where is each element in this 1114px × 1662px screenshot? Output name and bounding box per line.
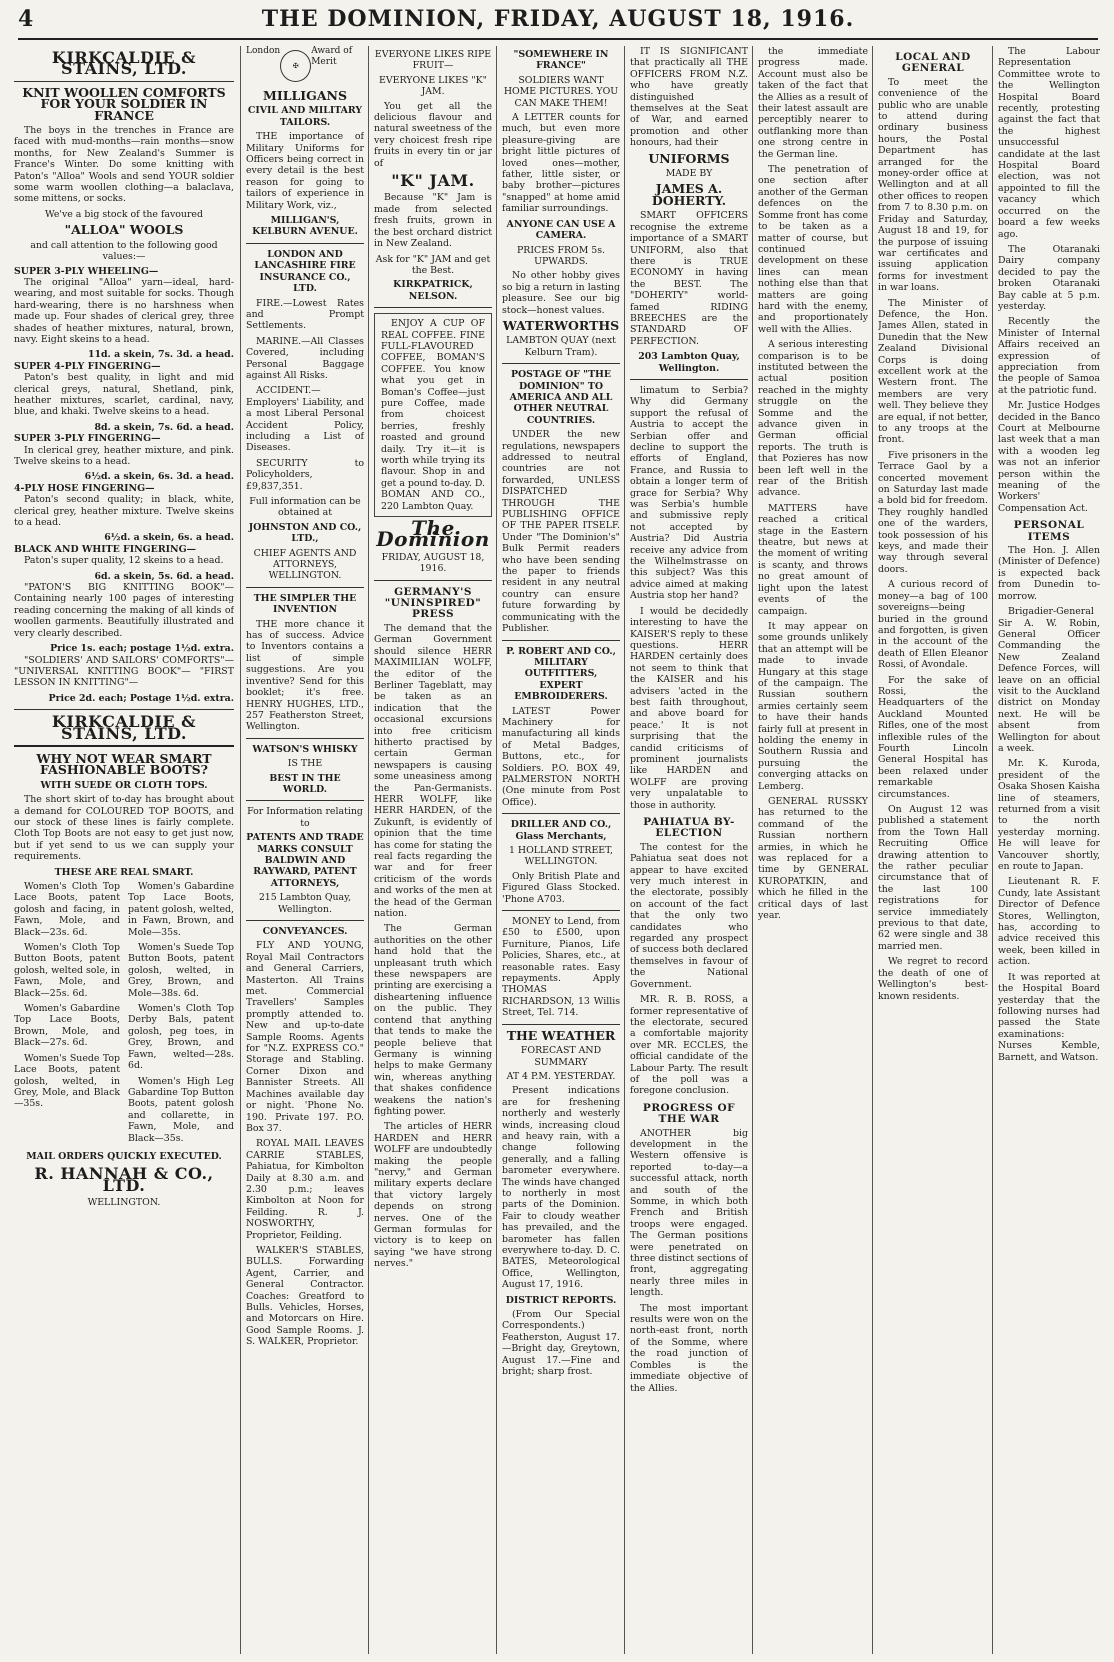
local-paragraph: The Minister of Defence, the Hon. James Allen, stated in Dunedin that the New Zealand Divisional Corps is doing excellent work at the Western front. The members are very well. They believe they are equal, if not better, to any troops at the front. xyxy=(878,297,988,446)
doherty-text: SMART OFFICERS recognise the extreme importance of a SMART UNIFORM, also that there is TRUE ECONOMY in having the BEST. The "DOHERTY" world-famed RIDING BREECHES are the STANDARD OF PERFECTION. xyxy=(630,210,748,347)
wool-list xyxy=(14,266,234,583)
forecast-text: Present indications are for freshening northerly and westerly winds, increasing cloud and heavy rain, with a change following generally, and a falling barometer everywhere. The winds have changed to northerly in most parts of the Dominion. Fair to cloudy weather has prevailed, and the barometer has fallen everywhere to-day. D. C. BATES, Meteorological Office, Wellington, August 17, 1916. xyxy=(502,1085,620,1291)
lancs-item: MARINE.—All Classes Covered, including Personal Baggage against All Risks. xyxy=(246,335,364,381)
page-number: 4 xyxy=(18,6,34,32)
personal-paragraph: It was reported at the Hospital Board yesterday that the following nurses had passed the State examinations: Nurses Kemble, Barnett, and Watson. xyxy=(998,971,1100,1063)
watsons-best: BEST IN THE WORLD. xyxy=(269,772,341,795)
somewhere-sub: SOLDIERS WANT HOME PICTURES. YOU CAN MAKE THEM! xyxy=(503,74,619,109)
personal-paragraph: Mr. K. Kuroda, president of the Osaka Shosen Kaisha line of steamers, returned from a visit to the north yesterday morning. He will leave for Vancouver shortly, en route to Japan. xyxy=(998,758,1100,873)
boot-item: Women's Suede Top Lace Boots, patent golosh, welted, in Grey, Mole, and Black—35s. xyxy=(14,1052,120,1110)
column-somewhere-weather xyxy=(502,46,620,1654)
wool-item xyxy=(14,433,234,483)
wool-price: 6d. a skein, 5s. 6d. a head. xyxy=(94,570,234,582)
boot-item: Women's Cloth Top Derby Bals, patent golosh, peg toes, in Grey, Brown, and Fawn, welted—28s. 6d. xyxy=(128,1003,234,1072)
watsons-heading: WATSON'S WHISKY xyxy=(252,743,358,755)
simpler-heading: THE SIMPLER THE INVENTION xyxy=(253,592,357,616)
significant-text: IT IS SIGNIFICANT that practically all THE OFFICERS FROM N.Z. who have greatly distinguished themselves at the Seat of War, and earned promotion and other honours, had their xyxy=(630,46,748,149)
dominion-masthead: The Dominion xyxy=(376,516,490,552)
local-paragraph: On August 12 was published a statement from the Town Hall Recruiting Office drawing attention to the rather peculiar circumstance that of the last 100 registrations for service immediately previous to that date, 62 were single and 38 married men. xyxy=(878,804,988,952)
boots-left-list xyxy=(14,881,120,1148)
boots-list xyxy=(14,881,234,1148)
labour-paragraph: The Otaranaki Dairy company decided to pay the broken Otaranaki Bay cable at 5 p.m. yesterday. xyxy=(998,243,1100,312)
anyone-camera: ANYONE CAN USE A CAMERA. xyxy=(506,218,616,242)
driller-text: Only British Plate and Figured Glass Stocked. 'Phone A703. xyxy=(502,870,620,905)
wool-desc: In clerical grey, heather mixture, and pink. Twelve skeins to a head. xyxy=(14,444,234,467)
germany-paragraph: The articles of HERR HARDEN and HERR WOLFF are undoubtedly making the people "nervy," and German military experts declare that victory largely depends on strong nerves. One of the German formulas for victory is to keep on saying "we have strong nerves." xyxy=(374,1121,492,1270)
driller-heading: DRILLER AND CO., Glass Merchants, xyxy=(510,819,612,842)
kirkcaldie-bottom-heading: KIRKCALDIE & STAINS, LTD. xyxy=(51,712,197,743)
crest-icon: ✠ xyxy=(280,50,311,82)
hannah-city: WELLINGTON. xyxy=(87,1197,161,1209)
wool-price: 8d. a skein, 7s. 6d. a head. xyxy=(94,421,234,433)
masthead xyxy=(18,4,1098,40)
column-doherty-war xyxy=(630,46,748,1654)
personal-paragraph: Brigadier-General Sir A. W. Robin, General Officer Commanding the New Zealand Defence Forces, will leave on an official visit to the Auckland district on Monday next. He will be absent from Wellington for about a week. xyxy=(998,606,1100,754)
pahiatua-paragraph: The contest for the Pahiatua seat does not appear to have excited very much interest in the electorate, possibly on account of the fact that the only two candidates who regarded any prospect of success both declared themselves in favour of the National Government. xyxy=(630,841,748,990)
doherty-heading: JAMES A. DOHERTY. xyxy=(651,181,727,208)
column-kirkcaldie-ads xyxy=(14,46,234,1654)
johnston-sub: CHIEF AGENTS AND ATTORNEYS, WELLINGTON. xyxy=(253,547,357,582)
forecast-heading: FORECAST AND SUMMARY xyxy=(520,1045,602,1068)
column-local-general xyxy=(878,46,988,1654)
war-paragraph: It may appear on some grounds unlikely that an attempt will be made to invade Hungary at this stage of the campaign. The Russian southern armies certainly seem to have their hands fairly full at present in holding the enemy in Southern Russia and pursuing the converging attacks on Lemberg. xyxy=(758,620,868,792)
k-jam-text-2: Because "K" Jam is made from selected fresh fruits, grown in the best orchard district in New Zealand. xyxy=(374,192,492,250)
johnston-heading: JOHNSTON AND CO., LTD., xyxy=(248,521,362,545)
hannah-heading: R. HANNAH & CO., LTD. xyxy=(34,1164,214,1195)
war-paragraph: the immediate progress made. Account must also be taken of the fact that the Allies as a result of their latest assault are perceptibly nearer to outflanking more than one strong centre in the German line. xyxy=(758,46,868,160)
somewhere-text: A LETTER counts for much, but even more pleasure-giving are bright little pictures of loved ones—mother, father, little sister, or baby brother—pictures "snapped" at home amid familiar surroundings. xyxy=(502,112,620,215)
column-war-continued xyxy=(758,46,868,1654)
woollen-stock: We've a big stock of the favoured xyxy=(44,208,203,220)
p-robert-text: LATEST Power Machinery for manufacturing all kinds of Metal Badges, Buttons, etc., for Soldiers. P.O. BOX 49, PALMERSTON NORTH (One minute from Post Office). xyxy=(502,705,620,808)
pahiatua-byelection-heading: PAHIATUA BY-ELECTION xyxy=(643,816,735,840)
royal-mail-text: ROYAL MAIL LEAVES CARRIE STABLES, Pahiatua, for Kimbolton Daily at 8.30 a.m. and 2.30 p.m.; leaves Kimbolton at Noon for Feilding. R. J. NOSWORTHY, Proprietor, Feilding. xyxy=(246,1138,364,1241)
conveyances-heading: CONVEYANCES. xyxy=(262,926,348,937)
local-paragraph: A curious record of money—a bag of 100 sovereigns—being buried in the ground and forgotten, is given in the account of the death of Ellen Eleanor Rossi, of Avondale. xyxy=(878,579,988,671)
district-text: (From Our Special Correspondents.) Featherston, August 17.—Bright day, Greytown, August 17.—Fine and bright; sharp frost. xyxy=(502,1309,620,1378)
progress-war-heading: PROGRESS OF THE WAR xyxy=(642,1101,736,1126)
wool-price: 6½d. a skein, 6s. 3d. a head. xyxy=(84,471,234,483)
column-jam-leader xyxy=(374,46,492,1654)
paton-book: "PATON'S BIG KNITTING BOOK"— Containing nearly 100 pages of interesting reading concerning the making of all kinds of woollen garments. Beautifully illustrated and very clearly described. xyxy=(14,582,234,639)
lancs-item: SECURITY to Policyholders, £9,837,351. xyxy=(246,457,364,492)
wool-desc: Paton's best quality, in light and mid clerical greys, natural, Shetland, pink, heather mixtures, scarlet, cardinal, navy, blue, and khaki. Twelve skeins to a head. xyxy=(14,372,234,418)
boot-item: Women's Cloth Top Lace Boots, patent golosh and facing, in Fawn, Mole, and Black—23s. 6d. xyxy=(14,881,120,938)
lancs-item: FIRE.—Lowest Rates and Prompt Settlements. xyxy=(246,297,364,332)
wool-item xyxy=(14,483,234,544)
boots-bargains: THESE ARE REAL SMART. xyxy=(54,866,194,878)
pahiatua-paragraph: MR. R. B. ROSS, a former representative of the electorate, secured a comfortable majority over MR. ECCLES, the official candidate of the Labour Party. The result of the poll was a foregone conclusion. xyxy=(630,994,748,1097)
lancs-info: Full information can be obtained at xyxy=(249,496,361,519)
hobby-text: No other hobby gives so big a return in lasting pleasure. See our big stock—honest values. xyxy=(502,270,620,316)
london-label: London xyxy=(246,46,281,56)
war-paragraph: MATTERS have reached a critical stage in the Eastern theatre, but news at the moment of writing is scanty, and throws no great amount of light upon the latest events of the campaign. xyxy=(758,502,868,617)
woollen-heading: KNIT WOOLLEN COMFORTS FOR YOUR SOLDIER IN FRANCE xyxy=(22,84,226,123)
wool-price: 6½d. a skein, 6s. a head. xyxy=(104,532,234,544)
kirkcaldie-top-heading: KIRKCALDIE & STAINS, LTD. xyxy=(51,48,197,79)
boot-item: Women's Gabardine Top Lace Boots, Brown, Mole, and Black—27s. 6d. xyxy=(14,1003,120,1049)
camera-prices: PRICES FROM 5s. UPWARDS. xyxy=(516,244,606,267)
made-by: MADE BY xyxy=(665,168,713,180)
labour-paragraph: Recently the Minister of Internal Affairs received an expression of appreciation from the people of Samoa at the patriotic fund. xyxy=(998,316,1100,396)
labour-paragraph: The Labour Representation Committee wrote to the Wellington Hospital Board recently, protesting against the fact that the highest unsuccessful candidate at the last Hospital Board election, was not appointed to fill the vacancy which occurred on the board a few weeks ago. xyxy=(998,46,1100,240)
postage-text: UNDER the new regulations, newspapers addressed to neutral countries are not forwarded, UNLESS DISPATCHED THROUGH THE PUBLISHING OFFICE OF THE PAPER ITSELF. Under "The Dominion's" Bulk Permit readers who have been sending the paper to friends resident in any neutral country can ensure future forwarding by communicating with the Publisher. xyxy=(502,429,620,635)
waterworths-heading: WATERWORTHS xyxy=(502,317,620,333)
boots-heading: WHY NOT WEAR SMART FASHIONABLE BOOTS? xyxy=(36,750,212,778)
woollen-intro: The boys in the trenches in France are faced with mud-months—rain months—snow months, for New Zealand's Summer is France's Winter. Do some knitting with Paton's "Alloa" Wools and send YOUR soldier some warm woollen clothing—a balaclava, some mittens, or socks. xyxy=(14,125,234,205)
boot-item: Women's Suede Top Button Boots, patent golosh, welted, in Grey, Brown, and Mole—38s. 6d. xyxy=(128,942,234,999)
mail-orders: MAIL ORDERS QUICKLY EXECUTED. xyxy=(26,1150,222,1162)
award-label: Award of Merit xyxy=(311,46,353,67)
wool-price: 11d. a skein, 7s. 3d. a head. xyxy=(87,349,234,361)
everyone-likes-fruit: EVERYONE LIKES RIPE FRUIT— xyxy=(374,49,492,72)
milligans-text: THE importance of Military Uniforms for Officers being correct in every detail is the best reason for going to tailors of experience in Military Work, viz., xyxy=(246,131,364,211)
leader-paragraph: limatum to Serbia? Why did Germany support the refusal of Austria to accept the Serbian offer and decline to support the efforts of England, France, and Russia to obtain a longer term of grace for Serbia? Why was Serbia's humble and submissive reply not accepted by Austria? Did Austria receive any advice from the Wilhelmstrasse on this subject? Was this advice aimed at making Austria stop her hand? xyxy=(630,384,748,602)
wool-name: SUPER 3-PLY WHEELING— xyxy=(14,265,159,277)
war-paragraph: A serious interesting comparison is to be instituted between the actual position reached in the mighty struggle on the Somme and the advance given in German official reports. The truth is that Pozieres has now been left well in the rear of the British advance. xyxy=(758,339,868,499)
simpler-text: THE more chance it has of success. Advice to Inventors contains a list of simple suggestions. Are you inventive? Send for this booklet; it's free. HENRY HUGHES, LTD., 257 Featherston Street, Wellington. xyxy=(246,618,364,733)
local-paragraph: To meet the convenience of the public who are unable to attend during ordinary business hours, the Postal Department has arranged for the money-order office at Wellington and at all other offices to reopen from 7 to 8.30 p.m. on Friday and Saturday, August 18 and 19, for the purpose of issuing war certificates and issuing application forms for investment in war loans. xyxy=(878,76,988,294)
district-heading: DISTRICT REPORTS. xyxy=(505,1294,617,1306)
money-lend-text: MONEY to Lend, from £50 to £500, upon Furniture, Pianos, Life Policies, Shares, etc., at reasonable rates. Easy repayments. Apply THOMAS RICHARDSON, 13 Willis Street, Tel. 714. xyxy=(502,916,620,1019)
war-paragraph: GENERAL RUSSKY has returned to the command of the Russian northern armies, in which he was replaced for a time by GENERAL KUROPATKIN, and which he filled in the critical days of last year. xyxy=(758,796,868,922)
column-small-ads xyxy=(246,46,364,1654)
alloa-wools: "ALLOA" WOOLS xyxy=(64,222,184,238)
somewhere-heading: "SOMEWHERE IN FRANCE" xyxy=(513,49,609,72)
everyone-likes-jam: EVERYONE LIKES "K" JAM. xyxy=(379,74,487,98)
wool-name: BLACK AND WHITE FINGERING— xyxy=(14,543,196,555)
dominion-date: FRIDAY, AUGUST 18, 1916. xyxy=(381,551,485,575)
boot-item: Women's High Leg Gabardine Top Button Boots, patent golosh and collarette, in Fawn, Mole, and Black—35s. xyxy=(128,1075,234,1144)
k-jam-heading: "K" JAM. xyxy=(391,171,475,191)
boot-item: Women's Gabardine Top Lace Boots, patent golosh, welted, in Fawn, Brown, and Mole—35s. xyxy=(128,881,234,938)
local-general-heading: LOCAL AND GENERAL xyxy=(895,51,971,75)
doherty-address: 203 Lambton Quay, Wellington. xyxy=(638,351,740,374)
waterworths-address: LAMBTON QUAY (next Kelburn Tram). xyxy=(506,335,616,358)
wool-desc: Paton's super quality, 12 skeins to a head. xyxy=(24,555,224,567)
wool-name: SUPER 3-PLY FINGERING— xyxy=(14,433,161,445)
weather-heading: THE WEATHER xyxy=(506,1027,616,1043)
patents-address: 215 Lambton Quay, Wellington. xyxy=(258,892,352,915)
wool-desc: The original "Alloa" yarn—ideal, hard-wearing, and most suitable for socks. Though hard-wearing, there is no harshness when made up. Four shades of clerical grey, three shades of heather mixtures, natural, brown, navy. Eight skeins to a head. xyxy=(14,276,234,345)
boots-intro: The short skirt of to-day has brought about a demand for COLOURED TOP BOOTS, and our stock of these lines is fairly complete. Cloth Top Boots are not easy to get just now, but if yet send to us we can supply your requirements. xyxy=(14,794,234,863)
uniforms-heading: UNIFORMS xyxy=(648,150,730,166)
wool-name: SUPER 4-PLY FINGERING— xyxy=(14,360,161,372)
watsons-mid: IS THE xyxy=(287,758,323,770)
forecast-time: AT 4 P.M. YESTERDAY. xyxy=(506,1070,616,1082)
wool-desc: Paton's second quality; in black, white, clerical grey, heather mixture. Twelve skeins to a head. xyxy=(14,494,234,529)
boman-coffee-ad: ENJOY A CUP OF REAL COFFEE. FINE FULL-FLAVOURED COFFEE, BOMAN'S COFFEE. You know what you get in Boman's Coffee—just pure Coffee, made from choicest berries, freshly roasted and ground daily. Try it—it is worth while trying its flavour. Shop in and get a pound to-day. D. BOMAN AND CO., 220 Lambton Quay. xyxy=(374,313,492,517)
patents-info: For Information relating to xyxy=(247,806,363,829)
column-personal-items xyxy=(998,46,1100,1654)
wool-name: 4-PLY HOSE FINGERING— xyxy=(14,482,155,494)
paton-price: Price 1s. each; postage 1½d. extra. xyxy=(50,643,234,655)
labour-paragraph: Mr. Justice Hodges decided in the Banco Court at Melbourne last week that a man with a wooden leg was not an inferior person within the meaning of the Workers' Compensation Act. xyxy=(998,400,1100,514)
progress-paragraph: ANOTHER big development in the Western offensive is reported to-day—a successful attack, north and south of the Somme, in which both French and British troops were engaged. The German positions were penetrated on three distinct sections of front, aggregating nearly three miles in length. xyxy=(630,1127,748,1299)
kirkpatrick-heading: KIRKPATRICK, NELSON. xyxy=(393,279,473,302)
soldiers-book: "SOLDIERS' AND SAILORS' COMFORTS"— "UNIVERSAL KNITTING BOOK"— "FIRST LESSON IN KNITTING"— xyxy=(14,654,234,689)
lancs-heading: LONDON AND LANCASHIRE FIRE INSURANCE CO., LTD. xyxy=(254,248,356,295)
milligans-heading: MILLIGANS xyxy=(263,88,347,103)
germany-paragraph: The demand that the German Government should silence HERR MAXIMILIAN WOLFF, the editor of the Berliner Tageblatt, may be taken as an indication that the occasional excursions into free criticism hitherto practised by certain German newspapers is causing some uneasiness among the Pan-Germanists. HERR WOLFF, like HERR HARDEN, of the Zukunft, is evidently of opinion that the time has come for stating the real facts regarding the war and for freer criticism of the words and works of the men at the head of the German nation. xyxy=(374,622,492,920)
k-jam-ask: Ask for "K" JAM and get the Best. xyxy=(375,253,491,276)
alloa-note: and call attention to the following good values:— xyxy=(30,239,218,263)
milligans-subheading: CIVIL AND MILITARY TAILORS. xyxy=(247,105,363,128)
boot-item: Women's Cloth Top Button Boots, patent golosh, welted sole, in Fawn, Mole, and Black—25s. 6d. xyxy=(14,942,120,999)
boots-subheading: WITH SUEDE OR CLOTH TOPS. xyxy=(40,779,208,791)
driller-address: 1 HOLLAND STREET, WELLINGTON. xyxy=(508,845,613,868)
boots-right-list xyxy=(128,881,234,1148)
personal-items-heading: PERSONAL ITEMS xyxy=(1013,519,1085,543)
postage-heading: POSTAGE OF "THE DOMINION" TO AMERICA AND ALL OTHER NEUTRAL COUNTRIES. xyxy=(509,369,613,426)
personal-paragraph: The Hon. J. Allen (Minister of Defence) is expected back from Dunedin to-morrow. xyxy=(998,545,1100,602)
local-paragraph: For the sake of Rossi, the Headquarters of the Auckland Mounted Rifles, one of the most inflexible rules of the Fourth Lincoln General Hospital has been relaxed under remarkable circumstances. xyxy=(878,674,988,800)
local-paragraph: We regret to record the death of one of Wellington's best-known residents. xyxy=(878,956,988,1002)
wool-item xyxy=(14,361,234,433)
local-paragraph: Five prisoners in the Terrace Gaol by a concerted movement on Saturday last made a bold bid for freedom. They roughly handled one of the warders, took possession of his keys, and made their way through several doors. xyxy=(878,449,988,575)
soldiers-price: Price 2d. each; Postage 1½d. extra. xyxy=(48,692,234,704)
conveyance-text: FLY AND YOUNG, Royal Mail Contractors and General Carriers, Masterton. All Trains met. Commercial Travellers' Samples promptly attended to. New and up-to-date Sample Rooms. Agents for "N.Z. EXPRESS CO." Storage and Stabling. Corner Dixon and Bannister Streets. All Machines available day or night. 'Phone No. 190. Private 197. P.O. Box 37. xyxy=(246,940,364,1134)
personal-paragraph: Lieutenant R. F. Cundy, late Assistant Director of Defence Stores, Wellington, has, according to advice received this week, been killed in action. xyxy=(998,876,1100,968)
germany-heading: GERMANY'S "UNINSPIRED" PRESS xyxy=(384,585,482,621)
leader-paragraph: I would be decidedly interesting to have the KAISER'S reply to these questions. HERR HARDEN certainly does not seem to think that the KAISER and his advisers 'acted in the best faith throughout, and above board for peace.' It is not surprising that the candid criticisms of prominent journalists like HARDEN and WOLFF are proving very unpalatable to those in authority. xyxy=(630,605,748,811)
progress-paragraph: The most important results were won on the north-east front, north of the Somme, where the road junction of Combles is the immediate objective of the Allies. xyxy=(630,1302,748,1394)
milligans-award-row xyxy=(246,46,364,86)
germany-paragraph: The German authorities on the other hand hold that the unpleasant truth which these newspapers are printing are exercising a disheartening influence on the public. They contend that anything that tends to make the people believe that Germany is winning helps to make Germany win, whereas anything that shakes confidence weakens the nation's fighting power. xyxy=(374,923,492,1117)
war-paragraph: The penetration of one section after another of the German defences on the Somme front has come to be taken as a matter of course, but continued development on these lines can mean nothing else than that matters are going hard with the enemy, and proportionately well with the Allies. xyxy=(758,164,868,335)
p-robert-heading: P. ROBERT AND CO., MILITARY OUTFITTERS, EXPERT EMBROIDERERS. xyxy=(506,645,616,703)
wool-item xyxy=(14,544,234,582)
newspaper-title: THE DOMINION, FRIDAY, AUGUST 18, 1916. xyxy=(261,6,855,32)
patents-heading: PATENTS AND TRADE MARKS CONSULT BALDWIN AND RAYWARD, PATENT ATTORNEYS, xyxy=(246,832,364,889)
milligans-address: MILLIGAN'S, KELBURN AVENUE. xyxy=(252,215,358,238)
lancs-item: ACCIDENT.—Employers' Liability, and a most Liberal Personal Accident Policy, including a List of Diseases. xyxy=(246,385,364,454)
walkers-text: WALKER'S STABLES, BULLS. Forwarding Agent, Carrier, and General Contractor. Coaches: Greatford to Bulls. Vehicles, Horses, and Motorcars on Hire. Good Sample Rooms. J. S. WALKER, Proprietor. xyxy=(246,1244,364,1348)
k-jam-text: You get all the delicious flavour and natural sweetness of the very choicest fresh ripe fruits in every tin or jar of xyxy=(374,100,492,169)
wool-item xyxy=(14,266,234,361)
